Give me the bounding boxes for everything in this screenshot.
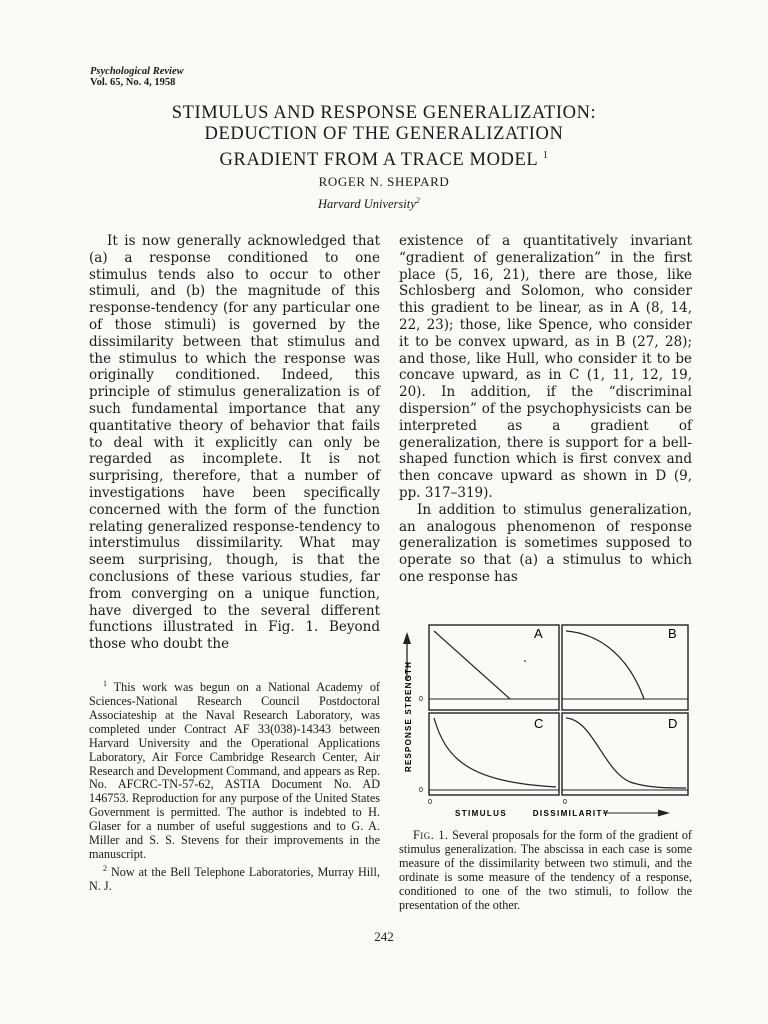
journal-volume: Vol. 65, No. 4, 1958	[90, 77, 176, 88]
footnote-2: $^2$ Now at the Bell Telephone Laboratories, Murray Hill, N. J.	[89, 863, 380, 893]
generalization-gradient-diagram	[398, 620, 694, 828]
figure-caption: Fig. 1. Several proposals for the form of the gradient of stimulus generalization. The abscissa in each case is some measure of the dissimilarity between two stimuli, and the ordinate is some measure of the tendency of a response, conditioned to one of the two stimuli, to follow the presentation of the other.	[399, 828, 692, 912]
convex-gradient-curve	[566, 631, 644, 699]
zero-label-x-left: 0	[428, 799, 432, 806]
page-number: 242	[374, 929, 394, 944]
footnotes	[89, 677, 380, 894]
figure-1	[398, 620, 694, 828]
author-name: ROGER N. SHEPARD	[318, 174, 450, 189]
panel-label-D: D	[668, 716, 678, 731]
zero-label-bottom: 0	[419, 787, 423, 794]
panel-label-C: C	[534, 716, 544, 731]
zero-label-top: 0	[419, 696, 423, 703]
y-axis-arrowhead	[403, 632, 411, 644]
body-paragraph: existence of a quantitatively invariant “gradient of generalization” in the first place (5, 16, 21), there are those, like Schlosberg and Solomon, who consider this gradient to be linear, as in A (8, 14, 22, 23); those, like Spence, who consider it to be convex upward, as in B (27, 28); and those, like Hull, who consider it to be concave upward, as in C (1, 11, 12, 19, 20). In addition, if the “discriminal dispersion” of the psychophysicists can be interpreted as a gradient of generalization, there is support for a bell-shaped function which is first convex and then concave upward as shown in D (9, pp. 317–319).	[399, 233, 692, 501]
figure-label: Fig. 1.	[413, 828, 449, 842]
title-line-3: GRADIENT FROM A TRACE MODEL $^1$	[219, 150, 549, 171]
body-paragraph: It is now generally acknowledged that (a) a response conditioned to one stimulus tends also to occur to other stimuli, and (b) the magnitude of this response-tendency (for any particular one of those stimuli) is governed by the dissimilarity between that stimulus and the stimulus to which the response was originally conditioned. Indeed, this principle of stimulus generalization is of such fundamental importance that any quantitative theory of behavior that fails to deal with it explicitly can only be regarded as incomplete. It is not surprising, therefore, that a number of investigations have been specifically concerned with the form of the function relating generalized response-tendency to interstimulus dissimilarity. What may seem surprising, though, is that the conclusions of these various studies, far from converging on a unique function, have diverged to the several different functions illustrated in Fig. 1. Beyond those who doubt the	[89, 233, 380, 653]
author-affiliation: Harvard University$^2$	[318, 196, 420, 212]
journal-name: Psychological Review	[90, 66, 184, 77]
affiliation-footnote-mark: 2	[415, 196, 420, 205]
body-right-column	[399, 233, 692, 586]
panel-B	[562, 625, 688, 710]
panel-C	[429, 713, 559, 795]
journal-citation	[90, 66, 184, 88]
panel-label-A: A	[534, 626, 543, 641]
panel-D	[562, 713, 688, 795]
x-axis-label: STIMULUS DISSIMILARITY	[455, 809, 610, 818]
linear-gradient-curve	[434, 631, 510, 699]
title-footnote-mark: 1	[542, 150, 549, 161]
title-line-2: DEDUCTION OF THE GENERALIZATION	[204, 124, 564, 144]
title-line-1: STIMULUS AND RESPONSE GENERALIZATION:	[171, 103, 597, 123]
panel-label-B: B	[668, 626, 677, 641]
article-title	[0, 103, 768, 171]
footnote-1: $^1$ This work was begun on a National Academy of Sciences-National Research Council Postdoctoral Associateship at the Naval Research Laboratory, was completed under Contract AF 33(038)-14343 between Harvard University and the Operational Applications Laboratory, Air Force Cambridge Research Center, Air Research and Development Command, and appears as Rep. No. AFCRC-TN-57-62, ASTIA Document No. AD 146753. Reproduction for any purpose of the United States Government is permitted. The author is indebted to H. Glaser for a number of useful suggestions and to G. A. Miller and S. S. Stevens for their improvements in the manuscript.	[89, 679, 380, 861]
body-left-column	[89, 233, 380, 653]
x-axis-arrowhead	[658, 810, 670, 817]
zero-label-x-right: 0	[563, 799, 567, 806]
body-paragraph: In addition to stimulus generalization, an analogous phenomenon of response generalization is sometimes supposed to operate so that (a) a stimulus to which one response has	[399, 501, 692, 585]
y-axis-label: RESPONSE STRENGTH	[404, 660, 413, 772]
panel-A	[429, 625, 559, 710]
